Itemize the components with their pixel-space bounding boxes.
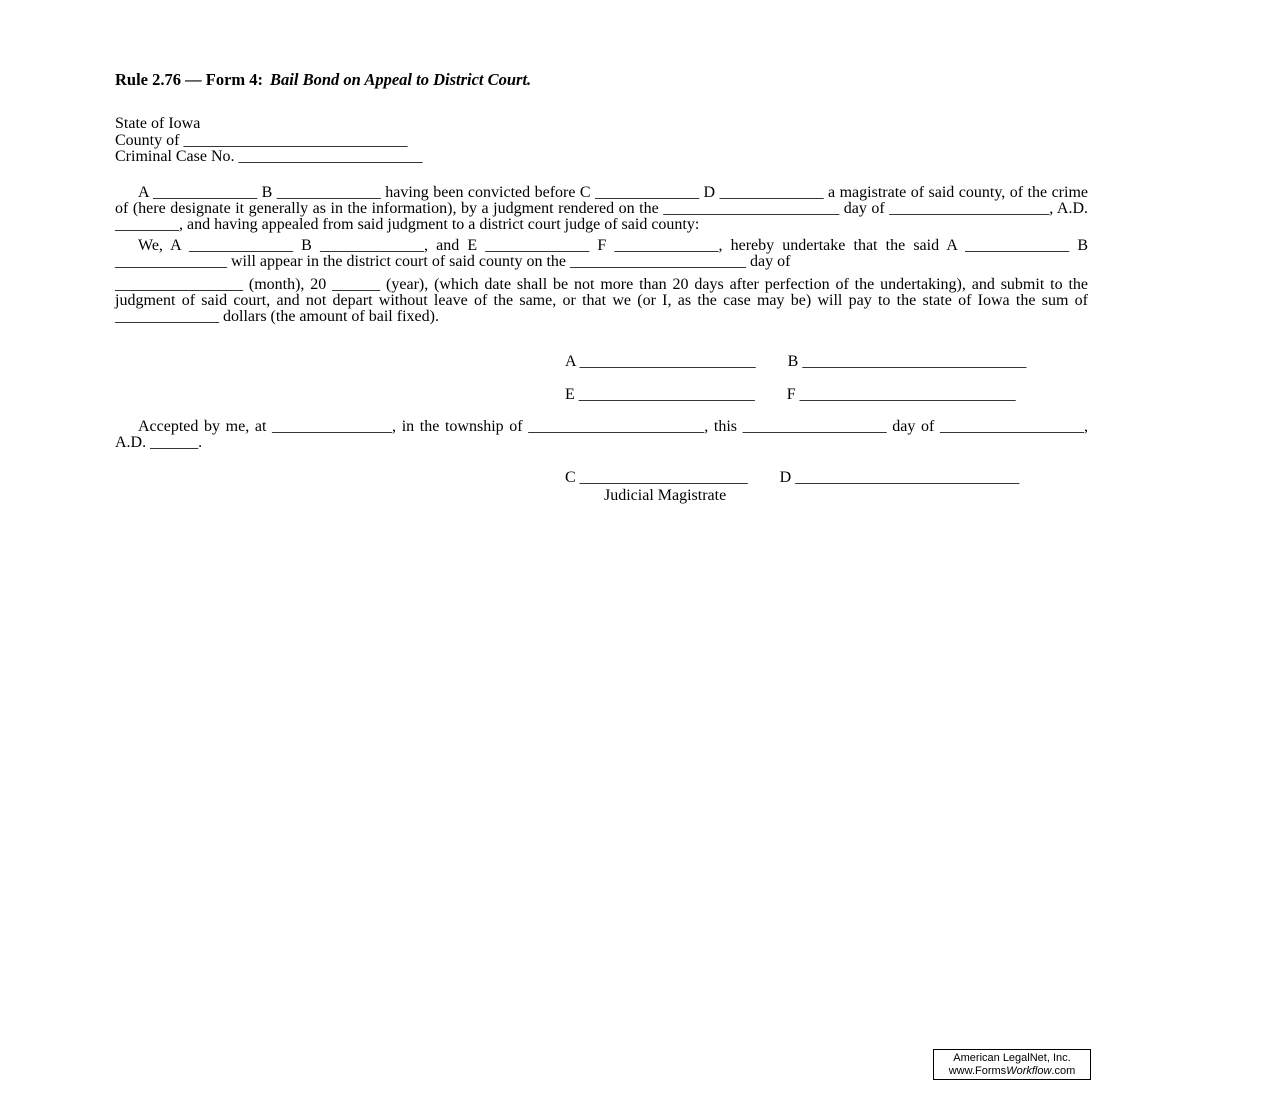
signature-blank-a: A ______________________ [565, 353, 756, 371]
legalnet-company-line: American LegalNet, Inc. [953, 1052, 1071, 1064]
caption-block [115, 116, 1088, 166]
signature-blank-e: E ______________________ [565, 386, 755, 404]
county-blank-line: County of ____________________________ [115, 131, 408, 149]
signature-blank-c: C _____________________ [565, 468, 748, 486]
undertaking-paragraph: We, A _____________ B _____________, and E _____________ F _____________, hereby undertake that the said A _____________ B ______________ will appear in the district court of said county on the ______________________ day of [115, 237, 1088, 271]
url-workflow-word: Workflow [1006, 1064, 1052, 1077]
magistrate-block [115, 469, 1088, 504]
form-title [115, 70, 1088, 90]
signature-blank-d: D ____________________________ [779, 468, 1020, 486]
case-number-blank-line: Criminal Case No. _______________________ [115, 148, 423, 165]
url-prefix: www.Forms [948, 1064, 1007, 1077]
legalnet-stamp [933, 1049, 1091, 1080]
legalnet-url-line [937, 1065, 1087, 1078]
form-content [115, 70, 1088, 504]
judicial-magistrate-label: Judicial Magistrate [604, 486, 727, 504]
state-line: State of Iowa [115, 115, 201, 132]
signature-blank-b: B ____________________________ [787, 353, 1027, 371]
signature-row-cd [565, 469, 1088, 487]
acceptance-paragraph: Accepted by me, at _______________, in the township of ______________________, this __________________ day of __________________, A.D. ______. [115, 418, 1088, 452]
undertaking-paragraph-continued: ________________ (month), 20 ______ (year), (which date shall be not more than 20 days after perfection of the undertaking), and submit to the judgment of said court, and not depart without leave of the same, or that we (or I, as the case may be) will pay to the state of Iowa the sum of _____________ dollars (the amount of bail fixed). [115, 275, 1088, 325]
conviction-paragraph: A _____________ B _____________ having been convicted before C _____________ D _____________ a magistrate of said county, of the crime of (here designate it generally as in the information), by a judgment rendered on the ______________________ day of ____________________, A.D. ________, and having appealed from said judgment to a district court judge of said county: [115, 183, 1088, 233]
signature-blank-f: F ___________________________ [786, 386, 1016, 404]
signature-row-ab [565, 353, 1088, 371]
form-name: Bail Bond on Appeal to District Court. [270, 70, 532, 89]
rule-number: Rule 2.76 — Form 4: [115, 70, 264, 89]
url-suffix: .com [1051, 1064, 1076, 1077]
signature-row-ef [565, 386, 1088, 404]
